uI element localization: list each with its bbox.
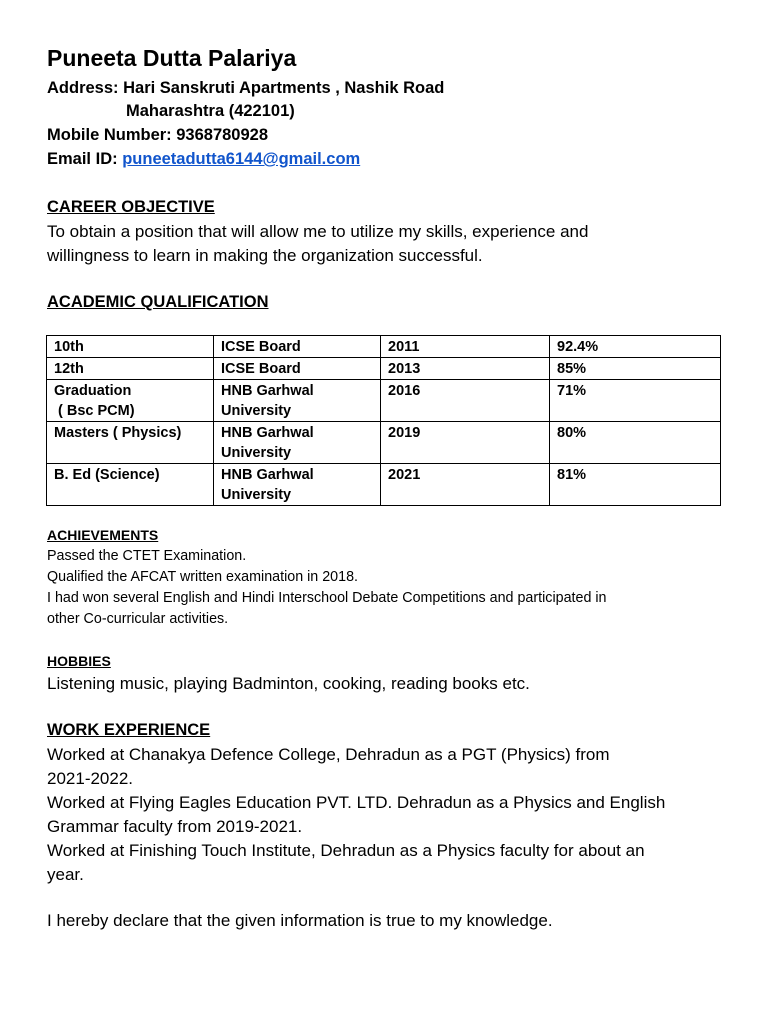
table-cell: 2011 [381, 336, 550, 358]
table-cell [47, 380, 214, 422]
table-cell: 80% [550, 422, 721, 464]
table-cell: 2021 [381, 464, 550, 506]
career-objective-text [47, 220, 588, 268]
table-cell: 71% [550, 380, 721, 422]
table-cell: ICSE Board [214, 336, 381, 358]
table-cell: 2019 [381, 422, 550, 464]
table-cell [214, 464, 381, 506]
table-row [47, 336, 721, 358]
table-cell [214, 422, 381, 464]
hobbies-heading: HOBBIES [47, 653, 111, 669]
achievement-line: other Co-curricular activities. [47, 611, 229, 627]
declaration-text: I hereby declare that the given information is true to my knowledge. [47, 911, 553, 930]
work-line: Worked at Flying Eagles Education PVT. LTD. Dehradun as a Physics and English [47, 793, 666, 812]
table-cell: 81% [550, 464, 721, 506]
mobile-number: Mobile Number: 9368780928 [47, 126, 269, 144]
career-line: willingness to learn in making the organization successful. [47, 246, 483, 265]
table-row [47, 380, 721, 422]
cell-line: HNB Garhwal [221, 467, 314, 483]
cell-line: ( Bsc PCM) [54, 403, 135, 419]
table-row [47, 422, 721, 464]
cell-line: HNB Garhwal [221, 383, 314, 399]
achievement-line: Qualified the AFCAT written examination in 2018. [47, 569, 358, 585]
career-line: To obtain a position that will allow me to utilize my skills, experience and [47, 222, 589, 241]
work-line: year. [47, 865, 84, 884]
achievement-line: I had won several English and Hindi Interschool Debate Competitions and participated in [47, 590, 607, 606]
work-line: Grammar faculty from 2019-2021. [47, 817, 303, 836]
table-row [47, 358, 721, 380]
achievement-line: Passed the CTET Examination. [47, 548, 247, 564]
work-experience-list [47, 743, 665, 887]
cell-line: HNB Garhwal [221, 425, 314, 441]
cell-line: University [221, 403, 292, 419]
achievements-list [47, 546, 607, 630]
achievements-heading: ACHIEVEMENTS [47, 527, 159, 543]
cell-line: University [221, 445, 292, 461]
email-link[interactable]: puneetadutta6144@gmail.com [122, 150, 361, 168]
table-cell: 12th [47, 358, 214, 380]
cell-line: University [221, 487, 292, 503]
work-line: Worked at Finishing Touch Institute, Dehradun as a Physics faculty for about an [47, 841, 645, 860]
work-experience-heading: WORK EXPERIENCE [47, 721, 211, 739]
address-line-2: Maharashtra (422101) [126, 102, 295, 120]
career-objective-heading: CAREER OBJECTIVE [47, 198, 215, 216]
table-cell [214, 380, 381, 422]
table-cell: 2013 [381, 358, 550, 380]
hobbies-text: Listening music, playing Badminton, cooking, reading books etc. [47, 674, 530, 693]
table-cell: B. Ed (Science) [47, 464, 214, 506]
table-row [47, 464, 721, 506]
email-label: Email ID: [47, 150, 118, 168]
table-cell: ICSE Board [214, 358, 381, 380]
table-cell: Masters ( Physics) [47, 422, 214, 464]
table-cell: 2016 [381, 380, 550, 422]
academic-qualification-table [46, 335, 721, 506]
work-line: Worked at Chanakya Defence College, Dehradun as a PGT (Physics) from [47, 745, 610, 764]
academic-qualification-heading: ACADEMIC QUALIFICATION [47, 293, 269, 311]
candidate-name: Puneeta Dutta Palariya [47, 45, 297, 71]
work-line: 2021-2022. [47, 769, 134, 788]
address-line-1: Address: Hari Sanskruti Apartments , Nashik Road [47, 79, 445, 97]
table-cell: 92.4% [550, 336, 721, 358]
table-cell: 85% [550, 358, 721, 380]
cell-line: Graduation [54, 383, 132, 399]
table-cell: 10th [47, 336, 214, 358]
email-row [47, 150, 360, 169]
